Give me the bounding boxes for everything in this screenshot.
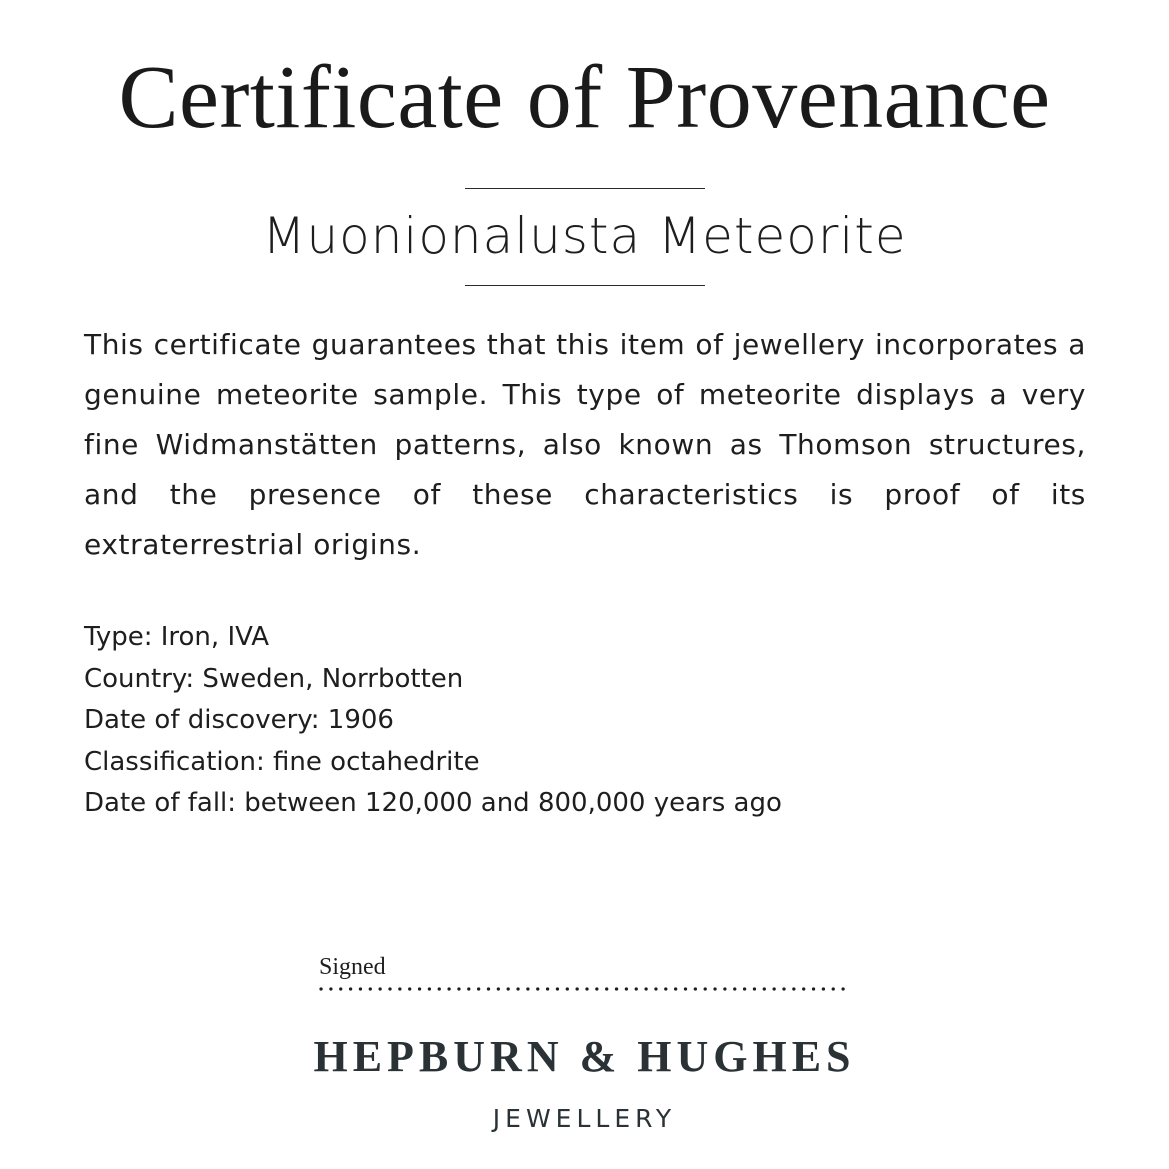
brand-logo-name: HEPBURN & HUGHES: [313, 1032, 856, 1081]
brand-logo-tagline: JEWELLERY: [492, 1104, 677, 1133]
certificate-title: Certificate of Provenance: [118, 48, 1051, 147]
detail-country: Country: Sweden, Norrbotten: [84, 663, 464, 694]
certificate-statement: This certificate guarantees that this item of jewellery incorporates a genuine meteorite sample. This type of meteorite displays a very fine Widmanstätten patterns, also known as Thomson structures, and the presence of these characteristics is proof of its extraterrestrial origins.: [84, 328, 1086, 561]
title-divider-bottom: [465, 285, 705, 286]
detail-date-of-discovery: Date of discovery: 1906: [84, 705, 394, 735]
signed-label: Signed: [319, 954, 386, 980]
detail-classification: Classification: fine octahedrite: [84, 746, 480, 777]
meteorite-details: [84, 617, 1084, 825]
detail-type: Type: Iron, IVA: [84, 622, 270, 652]
certificate-subtitle: Muonionalusta Meteorite: [262, 207, 907, 265]
signature-dotted-line: [319, 986, 853, 992]
detail-date-of-fall: Date of fall: between 120,000 and 800,000 years ago: [84, 788, 782, 818]
title-divider-top: [465, 188, 705, 189]
